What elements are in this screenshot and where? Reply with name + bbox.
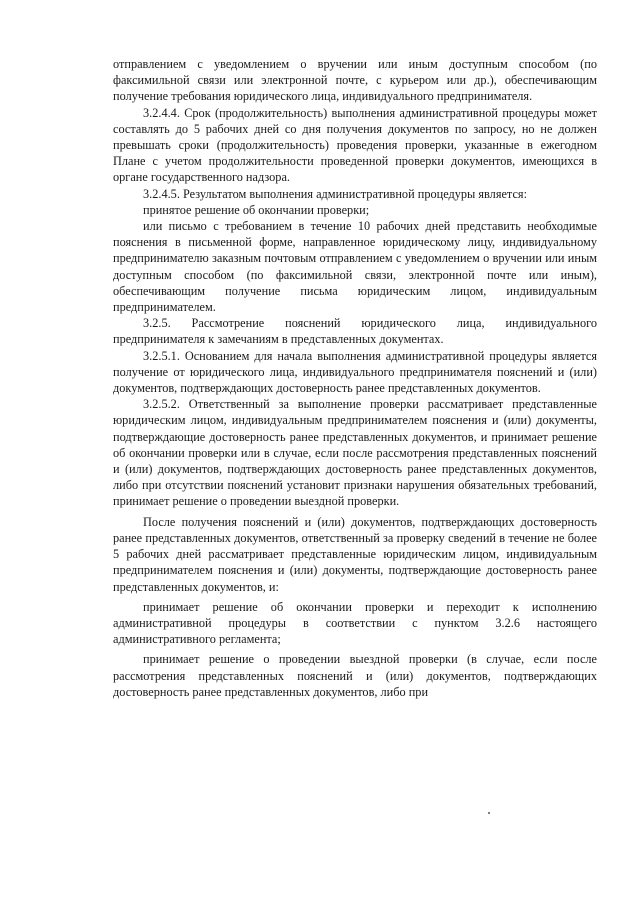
paragraph-letter-requirement: или письмо с требованием в течение 10 рабочих дней представить необходимые пояснения в письменной форме, направленное юридическому лицу, индивидуальному предпринимателю заказным почтовым отправлением с уведомлением о вручении или иным доступным способом (по факсимильной связи, электронной почте или иным), обеспечивающим получение письма юридическим лицом, индивидуальным предпринимателем. (113, 219, 597, 315)
paragraph-after-receipt: После получения пояснений и (или) документов, подтверждающих достоверность ранее представленных документов, ответственный за проверку сведений в течение не более 5 рабочих дней рассматривает представленные юридическим лицом, индивидуальным предпринимателем пояснения и (или) документы, подтверждающие достоверность ранее представленных документов, и: (113, 514, 597, 594)
document-body (113, 56, 597, 700)
scan-speck (488, 812, 490, 814)
paragraph-3-2-4-5: 3.2.4.5. Результатом выполнения административной процедуры является: (143, 186, 527, 201)
paragraph-continuation: отправлением с уведомлением о вручении или иным доступным способом (по факсимильной связи или электронной почте, с курьером или др.), обеспечивающим получение требования юридического лица, индивидуального предпринимателя. (113, 57, 597, 104)
paragraph-3-2-5-1: 3.2.5.1. Основанием для начала выполнения административной процедуры является получение от юридического лица, индивидуального предпринимателя пояснений и (или) документов, подтверждающих достоверность ранее представленных документов. (113, 348, 597, 396)
paragraph-decision-onsite: принимает решение о проведении выездной проверки (в случае, если после рассмотрения представленных пояснений и (или) документов, подтверждающих достоверность ранее представленных документов, либо при (113, 652, 597, 699)
paragraph-decision-finish: принимает решение об окончании проверки и переходит к исполнению административной процедуры в соответствии с пунктом 3.2.6 настоящего административного регламента; (113, 599, 597, 647)
paragraph-3-2-5-2: 3.2.5.2. Ответственный за выполнение проверки рассматривает представленные юридическим лицом, индивидуальным предпринимателем пояснения и (или) документы, подтверждающие достоверность ранее представленных документов, и принимает решение об окончании проверки или в случае, если после рассмотрения представленных пояснений и (или) документов, подтверждающих достоверность ранее представленных документов, либо при отсутствии пояснений установит признаки нарушения обязательных требований, принимает решение о проведении выездной проверки. (113, 397, 597, 509)
paragraph-decision-end: принятое решение об окончании проверки; (143, 202, 370, 217)
paragraph-3-2-5: 3.2.5. Рассмотрение пояснений юридического лица, индивидуального предпринимателя к замечаниям в представленных документах. (113, 316, 597, 347)
paragraph-3-2-4-4: 3.2.4.4. Срок (продолжительность) выполнения административной процедуры может составлять до 5 рабочих дней со дня получения документов по запросу, но не должен превышать сроки (продолжительность) проведения проверки, указанные в ежегодном Плане с учетом продолжительности проведенной проверки документов, имеющихся в органе государственного надзора. (113, 105, 597, 185)
